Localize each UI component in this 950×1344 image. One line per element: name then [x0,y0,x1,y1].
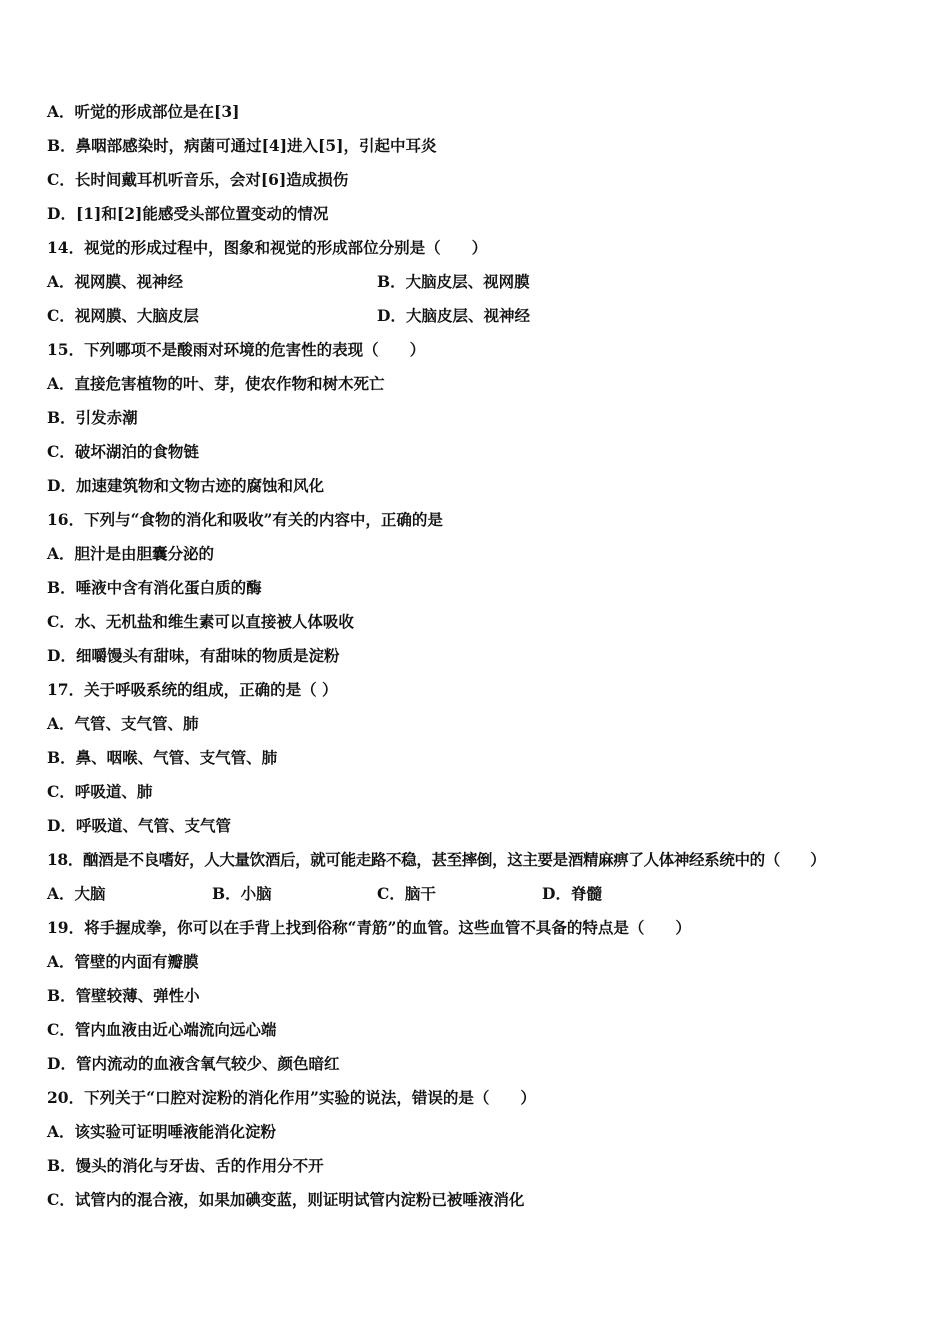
q14-option-a: A．视网膜、视神经 [47,272,184,291]
q14-stem: 14．视觉的形成过程中，图象和视觉的形成部位分别是（ ） [47,238,488,257]
q16-stem: 16．下列与“食物的消化和吸收”有关的内容中，正确的是 [47,510,443,529]
q15-option-d: D．加速建筑物和文物古迹的腐蚀和风化 [47,476,324,495]
q20-option-b: B．馒头的消化与牙齿、舌的作用分不开 [47,1156,324,1175]
q16-option-b: B．唾液中含有消化蛋白质的酶 [47,578,262,597]
q20-option-c: C．试管内的混合液，如果加碘变蓝，则证明试管内淀粉已被唾液消化 [47,1190,525,1209]
q15-stem: 15．下列哪项不是酸雨对环境的危害性的表现（ ） [47,340,426,359]
q14-options-row-1 [47,270,747,294]
q19-stem: 19．将手握成拳，你可以在手背上找到俗称“青筋”的血管。这些血管不具备的特点是（ ） [47,918,691,937]
q15-option-c: C．破坏湖泊的食物链 [47,442,199,461]
q13-option-d: D．[1]和[2]能感受头部位置变动的情况 [47,204,329,223]
q14-option-b: B．大脑皮层、视网膜 [377,272,530,291]
q18-option-a: A．大脑 [47,884,106,903]
q19-option-c: C．管内血液由近心端流向远心端 [47,1020,277,1039]
q16-option-d: D．细嚼馒头有甜味，有甜味的物质是淀粉 [47,646,340,665]
q17-option-b: B．鼻、咽喉、气管、支气管、肺 [47,748,278,767]
q19-option-b: B．管壁较薄、弹性小 [47,986,200,1005]
q18-option-b: B．小脑 [212,884,272,903]
q18-option-c: C．脑干 [377,884,436,903]
q17-option-a: A．气管、支气管、肺 [47,714,199,733]
q17-option-d: D．呼吸道、气管、支气管 [47,816,231,835]
q13-option-b: B．鼻咽部感染时，病菌可通过[4]进入[5]，引起中耳炎 [47,136,437,155]
q19-option-a: A．管壁的内面有瓣膜 [47,952,199,971]
q18-options-row [47,882,747,906]
q14-options-row-2 [47,304,747,328]
q13-option-a: A．听觉的形成部位是在[3] [47,102,240,121]
q18-option-d: D．脊髓 [542,884,602,903]
q16-option-c: C．水、无机盐和维生素可以直接被人体吸收 [47,612,354,631]
q19-option-d: D．管内流动的血液含氧气较少、颜色暗红 [47,1054,340,1073]
q15-option-b: B．引发赤潮 [47,408,138,427]
q18-stem: 18．酗酒是不良嗜好，人大量饮酒后，就可能走路不稳，甚至摔倒，这主要是酒精麻痹了人体神经系统中的（ ） [47,850,826,869]
q13-option-c: C．长时间戴耳机听音乐，会对[6]造成损伤 [47,170,349,189]
q20-option-a: A．该实验可证明唾液能消化淀粉 [47,1122,277,1141]
q14-option-d: D．大脑皮层、视神经 [377,306,530,325]
q20-stem: 20．下列关于“口腔对淀粉的消化作用”实验的说法，错误的是（ ） [47,1088,536,1107]
q17-option-c: C．呼吸道、肺 [47,782,153,801]
q15-option-a: A．直接危害植物的叶、芽，使农作物和树木死亡 [47,374,385,393]
q17-stem: 17．关于呼吸系统的组成，正确的是（ ） [47,680,338,699]
q14-option-c: C．视网膜、大脑皮层 [47,306,199,325]
q16-option-a: A．胆汁是由胆囊分泌的 [47,544,215,563]
